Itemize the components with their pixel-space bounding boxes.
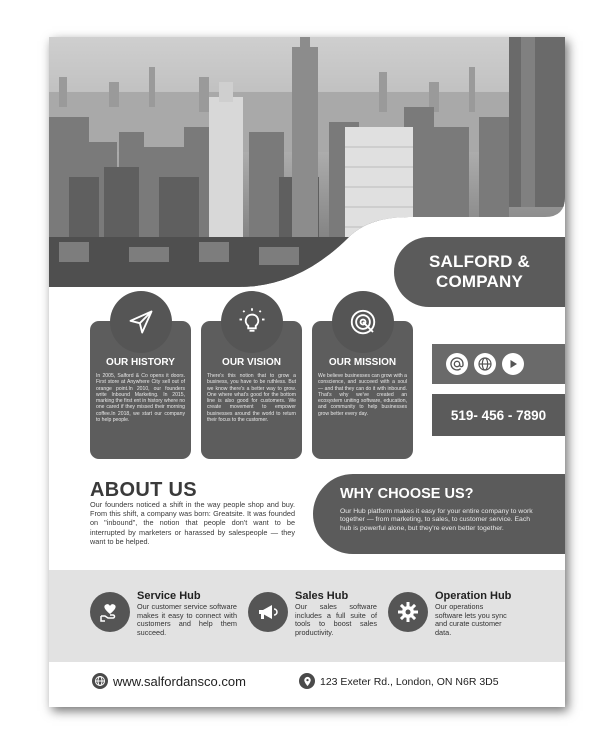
sales-hub-title: Sales Hub: [295, 590, 349, 602]
phone-number[interactable]: 519- 456 - 7890: [450, 407, 547, 423]
gear-icon: [388, 592, 428, 632]
heart-hand-icon: [90, 592, 130, 632]
operation-hub-title: Operation Hub: [435, 590, 512, 602]
mission-text: We believe businesses can grow with a conscience, and succeed with a soul — and that they can do it with inbound. That's why we've created an ecosystem uniting software, education, and community to help businesses grow better every day.: [318, 373, 407, 417]
website-link[interactable]: www.salfordansco.com: [113, 674, 246, 689]
about-title: ABOUT US: [90, 479, 197, 501]
play-icon[interactable]: [502, 353, 524, 375]
social-bar: [432, 344, 565, 384]
paper-plane-icon: [110, 291, 172, 353]
at-sign-icon[interactable]: [446, 353, 468, 375]
sales-hub-text: Our sales software includes a full suite of tools to boost sales productivity.: [295, 602, 377, 637]
why-text: Our Hub platform makes it easy for your entire company to work together — from marketing, to sales, to customer service. Each hub is powerful alone, but they're even better together.: [340, 508, 533, 532]
flyer-page: [49, 37, 565, 707]
service-hub-text: Our customer service software makes it easy to connect with customers and help them succeed.: [137, 602, 237, 637]
address: 123 Exeter Rd., London, ON N6R 3D5: [320, 676, 499, 688]
phone-bar: [432, 394, 565, 436]
operation-hub-text: Our operations software lets you sync and curate customer data.: [435, 602, 507, 637]
megaphone-icon: [248, 592, 288, 632]
globe-icon[interactable]: [474, 353, 496, 375]
company-name-panel: [394, 237, 565, 307]
lightbulb-icon: [221, 291, 283, 353]
history-title: OUR HISTORY: [106, 357, 175, 368]
history-text: In 2005, Salford & Co opens it doors. First store at Anywhere City sell out of orange point.In 2010, our founders write Inbound Marketing. In 2015, marking the first ent in history where no one cared if they missed their morning coffee.In 2018, we start our company to help people.: [96, 373, 185, 424]
why-choose-panel: [313, 474, 565, 554]
target-icon: [332, 291, 394, 353]
service-hub-title: Service Hub: [137, 590, 201, 602]
company-name: SALFORD & COMPANY: [429, 252, 530, 291]
vision-title: OUR VISION: [222, 357, 281, 368]
why-title: WHY CHOOSE US?: [340, 486, 474, 502]
location-pin-icon: [299, 673, 315, 689]
mission-title: OUR MISSION: [328, 357, 397, 368]
globe-icon: [92, 673, 108, 689]
about-text: Our founders noticed a shift in the way people shop and buy. From this shift, a company was born: Greatsite. It was founded on "inbound", the notion that people don't want to be interrupted by marketers or harassed by salespeople — they want to be helped.: [90, 500, 295, 546]
vision-text: There's this notion that to grow a business, you have to be ruthless. But we know there's a better way to grow. One where what's good for the bottom line is also good for customers. We create movement to empower businesses around the world to return their focus to the customer.: [207, 373, 296, 424]
